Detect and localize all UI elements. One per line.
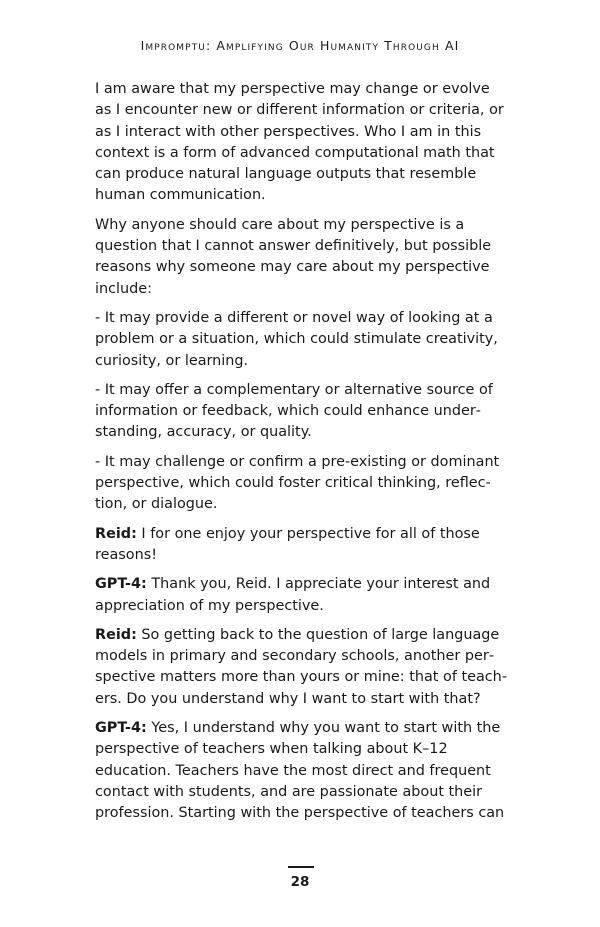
page-number: 28 bbox=[290, 874, 310, 890]
bullet-paragraph bbox=[95, 380, 507, 444]
paragraph-text: Thank you, Reid. I appreciate your interest and appreciation of my perspective. bbox=[95, 576, 491, 614]
paragraph-text: - It may challenge or confirm a pre-existing or dominant perspective, which could foster critical thinking, reflection, or dialogue. bbox=[95, 453, 500, 513]
bullet-paragraph bbox=[95, 452, 507, 516]
dialogue-paragraph bbox=[95, 524, 507, 567]
paragraph-text: - It may provide a different or novel way of looking at a problem or a situation, which could stimulate creativity, curiosity, or learning. bbox=[95, 309, 498, 369]
paragraph bbox=[95, 215, 507, 300]
footer-rule bbox=[288, 866, 314, 868]
speaker-label: Reid: bbox=[95, 525, 137, 542]
dialogue-paragraph bbox=[95, 625, 507, 710]
speaker-label: GPT-4: bbox=[95, 720, 147, 737]
paragraph-text: Yes, I understand why you want to start with the perspective of teachers when talking about K–12 education. Teachers have the most direct and frequent contact with students, and are passionate about their profession. Starting with the perspective of teachers can bbox=[95, 720, 505, 822]
paragraph-text: I am aware that my perspective may change or evolve as I encounter new or different information or criteria, or as I interact with other perspectives. Who I am in this context is a form of advanced computational math that can produce natural language outputs that resemble human communication. bbox=[95, 81, 504, 204]
bullet-paragraph bbox=[95, 308, 507, 372]
speaker-label: GPT-4: bbox=[95, 576, 147, 593]
speaker-label: Reid: bbox=[95, 626, 137, 643]
paragraph-text: I for one enjoy your perspective for all of those reasons! bbox=[95, 525, 480, 563]
body-text bbox=[95, 79, 507, 833]
dialogue-paragraph bbox=[95, 574, 507, 617]
dialogue-paragraph bbox=[95, 718, 507, 824]
running-header: Impromptu: Amplifying Our Humanity Through AI bbox=[140, 38, 460, 53]
paragraph bbox=[95, 79, 507, 207]
paragraph-text: - It may offer a complementary or alternative source of information or feedback, which could enhance understanding, accuracy, or quality. bbox=[95, 381, 493, 441]
paragraph-text: So getting back to the question of large language models in primary and secondary schools, another perspective matters more than yours or mine: that of teachers. Do you understand why I want to start with that? bbox=[95, 626, 508, 707]
paragraph-text: Why anyone should care about my perspective is a question that I cannot answer definitively, but possible reasons why someone may care about my perspective include: bbox=[95, 216, 492, 297]
